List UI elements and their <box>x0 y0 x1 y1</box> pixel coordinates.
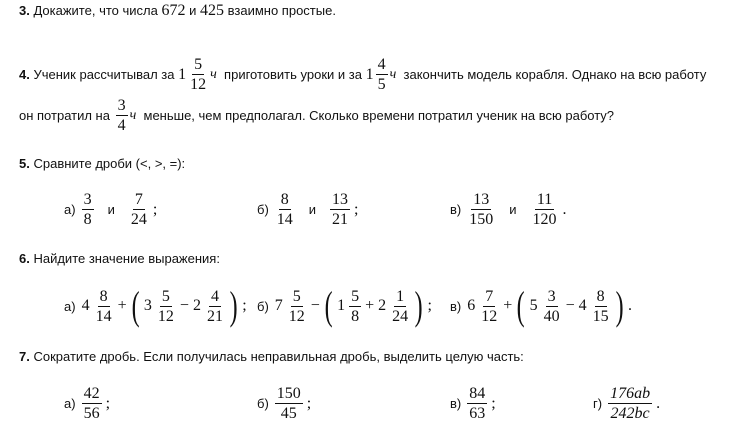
task-3 <box>19 2 336 20</box>
task-text: Сократите дробь. Если получилась неправильная дробь, выделить целую часть: <box>33 349 524 364</box>
task-text: меньше, чем предполагал. Сколько времени потратил ученик на всю работу? <box>143 108 615 123</box>
punctuation: ; <box>242 297 247 314</box>
task-7-item-d <box>593 385 662 422</box>
number-value: 425 <box>200 2 224 19</box>
item-label: б) <box>257 298 269 314</box>
numerator: 7 <box>134 191 143 208</box>
task-6-item-b <box>257 283 434 328</box>
task-text: закончить модель корабля. Однако на всю работу <box>403 67 707 82</box>
whole-part: 1 <box>178 65 187 83</box>
numerator: 5 <box>292 287 301 305</box>
task-text: взаимно простые. <box>227 3 336 18</box>
punctuation: ; <box>354 200 359 218</box>
punctuation: ; <box>152 200 158 218</box>
item-label: в) <box>450 298 462 314</box>
denominator: 24 <box>392 307 409 325</box>
task-6-title <box>19 251 220 266</box>
task-4-line-1 <box>19 56 706 93</box>
task-text: он потратил на <box>19 108 110 123</box>
item-label: б) <box>257 202 269 217</box>
numerator: 13 <box>332 191 349 208</box>
numerator: 7 <box>485 287 494 305</box>
punctuation: . <box>656 394 661 412</box>
whole-part: 1 <box>337 297 346 314</box>
task-5-item-a <box>64 191 159 228</box>
punctuation: . <box>627 297 632 314</box>
punctuation: ; <box>427 297 432 314</box>
conjunction: и <box>509 202 517 217</box>
denominator: 12 <box>481 307 498 325</box>
operator: − <box>179 297 189 314</box>
denominator: 242bc <box>610 405 650 422</box>
fraction <box>287 288 307 325</box>
fraction <box>129 191 149 228</box>
left-paren: ( <box>131 283 140 328</box>
denominator: 5 <box>377 76 386 93</box>
numerator: 3 <box>83 191 92 208</box>
task-number: 3. <box>19 3 30 18</box>
numerator: 3 <box>117 97 126 114</box>
numerator: 5 <box>194 56 203 73</box>
number-value: 672 <box>161 2 186 19</box>
punctuation: ; <box>306 394 312 412</box>
fraction <box>156 288 176 325</box>
numerator: 150 <box>276 385 301 402</box>
task-number: 6. <box>19 251 30 266</box>
task-5-item-b <box>257 191 361 228</box>
task-text: Найдите значение выражения: <box>33 251 220 266</box>
denominator: 21 <box>332 211 349 228</box>
unit-hours: ч <box>210 66 217 82</box>
item-label: а) <box>64 298 76 314</box>
numerator: 13 <box>473 191 490 208</box>
task-text: Ученик рассчитывал за <box>33 67 175 82</box>
task-5-title <box>19 156 185 171</box>
conjunction: и <box>308 202 317 217</box>
numerator: 5 <box>351 287 360 305</box>
numerator: 8 <box>596 287 605 305</box>
task-7-item-a <box>64 385 112 422</box>
numerator: 3 <box>547 287 556 305</box>
conjunction: и <box>107 202 115 217</box>
whole-part: 2 <box>378 297 387 314</box>
denominator: 21 <box>206 307 223 325</box>
fraction <box>116 97 128 134</box>
task-4-line-2 <box>19 97 614 134</box>
fraction <box>591 288 611 325</box>
denominator: 12 <box>190 76 207 93</box>
fraction <box>349 288 361 325</box>
fraction <box>188 56 208 93</box>
item-label: б) <box>257 396 269 411</box>
task-7-title <box>19 349 524 364</box>
task-text: приготовить уроки и за <box>224 67 362 82</box>
item-label: а) <box>64 202 76 217</box>
item-label: в) <box>450 202 462 217</box>
fraction <box>479 288 499 325</box>
denominator: 150 <box>469 211 494 228</box>
whole-part: 3 <box>143 297 152 314</box>
fraction <box>467 385 487 422</box>
fraction <box>467 191 495 228</box>
denominator: 45 <box>280 405 297 422</box>
left-paren: ( <box>324 283 333 328</box>
denominator: 120 <box>532 211 557 228</box>
operator: + <box>503 297 513 314</box>
task-number: 4. <box>19 67 30 82</box>
denominator: 14 <box>95 307 112 325</box>
unit-hours: ч <box>129 107 137 123</box>
denominator: 14 <box>276 211 293 228</box>
punctuation: . <box>562 200 567 218</box>
fraction <box>82 191 94 228</box>
numerator: 4 <box>210 287 219 305</box>
whole-part: 4 <box>578 297 587 314</box>
fraction <box>275 191 295 228</box>
operator: − <box>565 297 575 314</box>
fraction <box>82 385 102 422</box>
whole-part: 2 <box>192 297 201 314</box>
conjunction: и <box>189 3 197 18</box>
fraction <box>542 288 562 325</box>
whole-part: 6 <box>467 297 476 314</box>
denominator: 4 <box>117 117 126 134</box>
right-paren: ) <box>615 283 624 328</box>
numerator: 11 <box>536 191 553 208</box>
punctuation: ; <box>105 394 111 412</box>
task-7-item-c <box>450 385 498 422</box>
operator: + <box>117 297 127 314</box>
denominator: 8 <box>351 307 360 325</box>
task-number: 7. <box>19 349 30 364</box>
task-7-item-b <box>257 385 313 422</box>
numerator: 176ab <box>610 385 651 402</box>
task-text: Докажите, что числа <box>33 3 158 18</box>
task-5-item-c <box>450 191 569 228</box>
right-paren: ) <box>229 283 238 328</box>
denominator: 15 <box>592 307 609 325</box>
numerator: 42 <box>83 385 100 402</box>
numerator: 5 <box>161 287 170 305</box>
unit-hours: ч <box>389 66 397 82</box>
left-paren: ( <box>516 283 525 328</box>
fraction <box>390 288 410 325</box>
punctuation: ; <box>491 394 496 412</box>
numerator: 8 <box>99 287 108 305</box>
fraction <box>205 288 225 325</box>
item-label: а) <box>64 396 76 411</box>
task-6-item-c <box>450 283 634 328</box>
numerator: 84 <box>469 385 486 402</box>
whole-part: 4 <box>81 297 90 314</box>
whole-part: 1 <box>365 65 374 83</box>
denominator: 24 <box>130 211 147 228</box>
task-6-item-a <box>64 283 249 328</box>
denominator: 12 <box>157 307 174 325</box>
numerator: 1 <box>396 287 405 305</box>
fraction <box>275 385 303 422</box>
fraction <box>330 191 350 228</box>
denominator: 56 <box>83 405 100 422</box>
fraction <box>376 56 388 93</box>
task-number: 5. <box>19 156 30 171</box>
item-label: в) <box>450 396 462 411</box>
right-paren: ) <box>414 283 423 328</box>
task-text: Сравните дроби (<, >, =): <box>33 156 186 171</box>
denominator: 40 <box>543 307 560 325</box>
operator: + <box>365 297 375 314</box>
whole-part: 7 <box>274 297 283 314</box>
operator: − <box>310 297 320 314</box>
denominator: 8 <box>83 211 92 228</box>
denominator: 63 <box>469 405 486 422</box>
denominator: 12 <box>288 307 305 325</box>
numerator: 8 <box>280 191 289 208</box>
fraction <box>94 288 114 325</box>
fraction <box>531 191 559 228</box>
item-label: г) <box>593 396 603 411</box>
whole-part: 5 <box>529 297 538 314</box>
fraction <box>608 385 652 422</box>
numerator: 4 <box>377 56 386 73</box>
